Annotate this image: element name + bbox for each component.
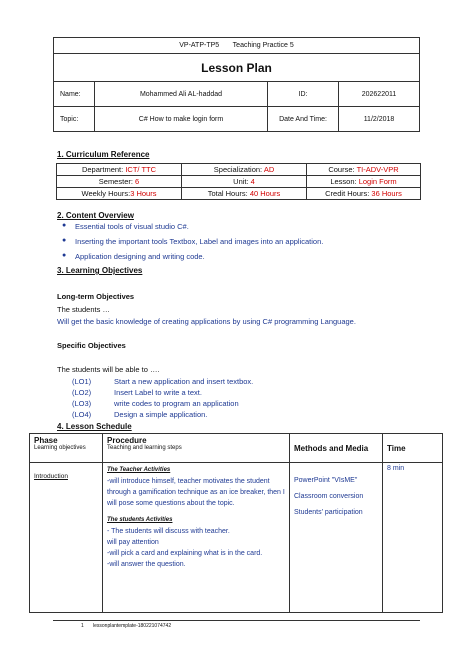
course-line — [54, 38, 420, 54]
list-item: ● Essential tools of visual studio C#. — [62, 222, 189, 231]
procedure-header: Procedure Teaching and learning steps — [103, 434, 290, 463]
name-label: Name: — [54, 82, 95, 107]
weekly-hours-cell: Weekly Hours:3 Hours — [57, 188, 182, 200]
id-label: ID: — [268, 82, 339, 107]
unit-cell: Unit: 4 — [182, 176, 307, 188]
curriculum-table — [56, 163, 421, 200]
bullet-icon: ● — [62, 237, 67, 244]
objective-lo1: (LO1) Start a new application and insert textbox. — [72, 377, 254, 386]
department-cell: Department: ICT/ TTC — [57, 164, 182, 176]
bullet-icon: ● — [62, 252, 67, 259]
phase-header: Phase Learning objectives — [30, 434, 103, 463]
methods-header: Methods and Media — [290, 434, 383, 463]
students-activities-title: The students Activities — [107, 517, 173, 523]
course-code: VP-ATP-TP5 — [179, 42, 220, 49]
methods-cell: PowerPoint "VIsME" Classroom conversion Students' participation — [290, 463, 383, 613]
document-title: Lesson Plan — [54, 54, 420, 82]
objectives-heading: 3. Learning Objectives — [57, 266, 143, 275]
phase-cell: Introduction — [30, 463, 103, 613]
credit-hours-cell: Credit Hours: 36 Hours — [307, 188, 421, 200]
students-line: -will answer the question. — [107, 561, 186, 568]
list-item: ● Inserting the important tools Textbox, Label and images into an application. — [62, 237, 324, 246]
bullet-icon: ● — [62, 222, 67, 229]
footer — [53, 620, 420, 629]
students-line: - The students will discuss with teacher. — [107, 528, 230, 535]
header-table — [53, 37, 420, 132]
course-cell: Course: TI-ADV-VPR — [307, 164, 421, 176]
content-heading: 2. Content Overview — [57, 211, 134, 220]
students-line: will pay attention — [107, 539, 159, 546]
procedure-cell — [103, 463, 290, 613]
objective-lo4: (LO4) Design a simple application. — [72, 410, 208, 419]
specific-intro: The students will be able to …. — [57, 365, 160, 374]
practice-label: Teaching Practice 5 — [232, 42, 294, 49]
specialization-cell: Specialization: AD — [182, 164, 307, 176]
date-value: 11/2/2018 — [339, 107, 420, 132]
long-term-intro: The students … — [57, 305, 110, 314]
total-hours-cell: Total Hours: 40 Hours — [182, 188, 307, 200]
content-list — [57, 222, 323, 267]
teacher-activities-text: -will introduce himself, teacher motivates the student through a gamification technique as an ice breaker, then I will pose some questions about the topic. — [107, 478, 285, 507]
teacher-activities-title: The Teacher Activities — [107, 467, 171, 473]
schedule-table — [29, 433, 443, 613]
specific-title: Specific Objectives — [57, 341, 126, 350]
objective-lo2: (LO2) Insert Label to write a text. — [72, 388, 202, 397]
schedule-heading: 4. Lesson Schedule — [57, 422, 132, 431]
list-item: ● Application designing and writing code. — [62, 252, 205, 261]
template-name: lessonplantemplate-180221074742 — [93, 623, 172, 629]
curriculum-heading: 1. Curriculum Reference — [57, 150, 150, 159]
long-term-text: Will get the basic knowledge of creating applications by using C# programming Language. — [57, 317, 356, 326]
time-cell: 8 min — [383, 463, 443, 613]
topic-value: C# How to make login form — [95, 107, 268, 132]
name-value: Mohammed Ali AL-haddad — [95, 82, 268, 107]
objective-lo3: (LO3) write codes to program an application — [72, 399, 239, 408]
id-value: 202622011 — [339, 82, 420, 107]
date-label: Date And Time: — [268, 107, 339, 132]
lesson-cell: Lesson: Login Form — [307, 176, 421, 188]
students-line: -will pick a card and explaining what is in the card. — [107, 550, 263, 557]
page-number: 1 — [81, 623, 84, 629]
time-header: Time — [383, 434, 443, 463]
long-term-title: Long-term Objectives — [57, 292, 135, 301]
semester-cell: Semester: 6 — [57, 176, 182, 188]
topic-label: Topic: — [54, 107, 95, 132]
